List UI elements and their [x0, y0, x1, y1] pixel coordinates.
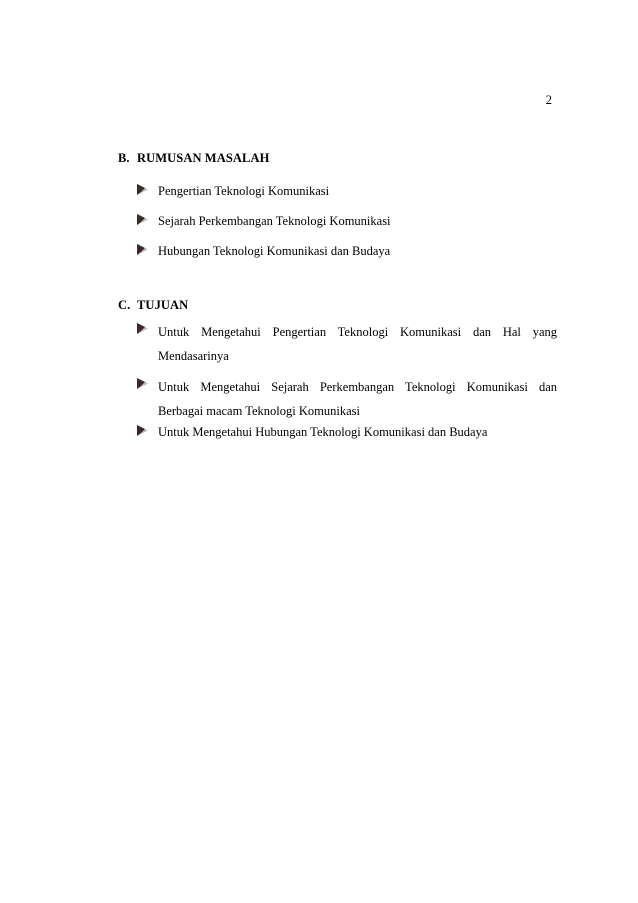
list-item [137, 211, 557, 232]
section-title: TUJUAN [137, 298, 189, 312]
arrow-bullet-icon [137, 425, 148, 436]
arrow-bullet-icon [137, 378, 148, 389]
list-item-text: Untuk Mengetahui Sejarah Perkembangan Teknologi Komunikasi dan Berbagai macam Teknologi Komunikasi [158, 380, 557, 418]
list-item-text: Hubungan Teknologi Komunikasi dan Budaya [158, 244, 391, 258]
list-item-text: Sejarah Perkembangan Teknologi Komunikasi [158, 214, 391, 228]
list-item [137, 375, 557, 423]
list-item-text: Pengertian Teknologi Komunikasi [158, 184, 330, 198]
list-item [137, 320, 557, 368]
section-letter: C. [118, 298, 131, 312]
section-title: RUMUSAN MASALAH [137, 151, 270, 165]
arrow-bullet-icon [137, 214, 148, 225]
list-item [137, 422, 557, 443]
list-item [137, 241, 557, 262]
arrow-bullet-icon [137, 244, 148, 255]
page-number: 2 [545, 93, 552, 107]
section-heading-c [118, 298, 188, 313]
list-item [137, 181, 557, 202]
arrow-bullet-icon [137, 323, 148, 334]
section-heading-b [118, 151, 269, 166]
list-item-text: Untuk Mengetahui Pengertian Teknologi Komunikasi dan Hal yang Mendasarinya [158, 325, 557, 363]
arrow-bullet-icon [137, 184, 148, 195]
section-letter: B. [118, 151, 130, 165]
list-item-text: Untuk Mengetahui Hubungan Teknologi Komunikasi dan Budaya [158, 425, 488, 439]
